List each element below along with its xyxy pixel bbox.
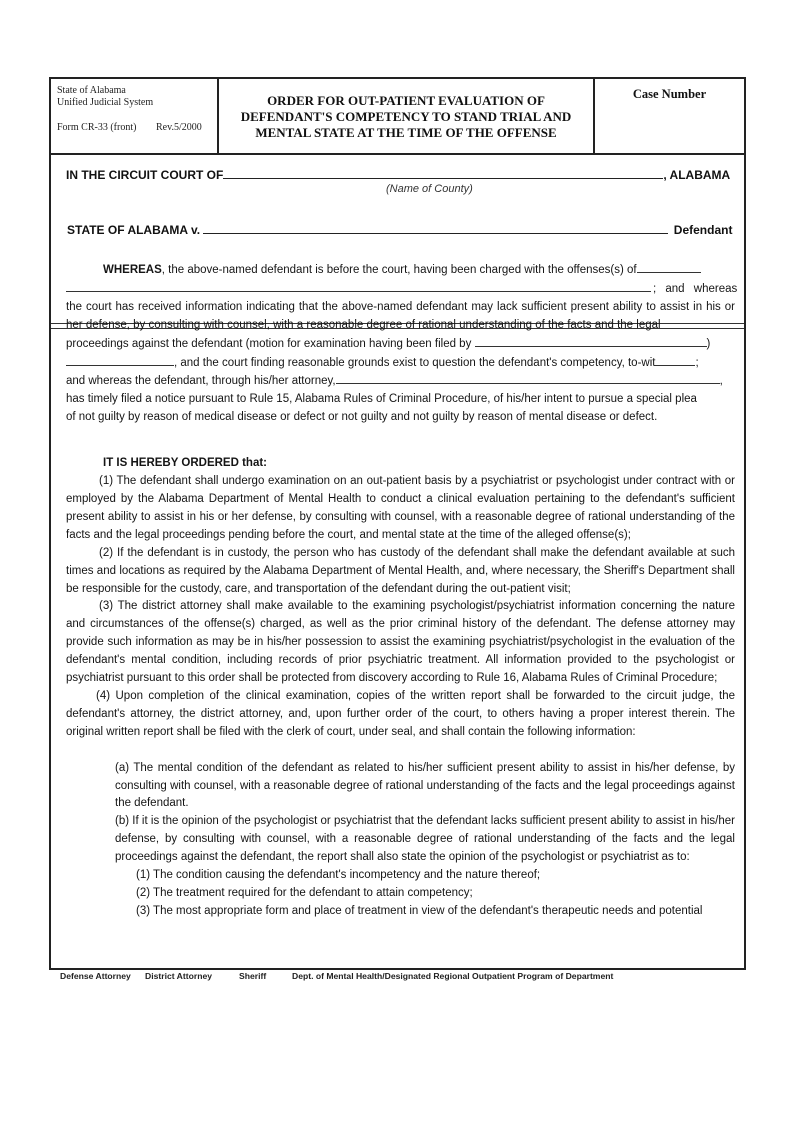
offenses-input-1[interactable]: [637, 261, 701, 273]
county-input[interactable]: [223, 178, 663, 179]
motion-filed-by-input-2[interactable]: [66, 354, 174, 366]
order-heading: IT IS HEREBY ORDERED that:: [103, 457, 267, 470]
order-item-2: (2) If the defendant is in custody, the person who has custody of the defendant shall make the defendant available at such times and locations as required by the Alabama Department of Mental Health, and, where necessary, the Sheriff's Department shall be responsible for the custody, care, and transportation of the defendant during the out-patient visit;: [66, 546, 735, 595]
recipient-defense-attorney: Defense Attorney: [60, 971, 131, 981]
recipient-mental-health: Dept. of Mental Health/Designated Regional Outpatient Program of Department: [292, 971, 614, 981]
case-number-field[interactable]: [595, 79, 744, 153]
form-revision: Rev.5/2000: [156, 122, 202, 133]
form-frame: [49, 77, 746, 970]
sub-item-a: (a) The mental condition of the defendant as related to his/her sufficient present ability to assist in his/her defense, by consulting with counsel, with a reasonable degree of rational understanding of the facts and the legal proceedings against the defendant.: [115, 761, 735, 810]
case-caption: [51, 155, 744, 249]
title-line-1: ORDER FOR OUT-PATIENT EVALUATION OF: [267, 93, 545, 108]
sub-sub-item-1: (1) The condition causing the defendant's incompetency and the nature thereof;: [136, 869, 541, 882]
state-prefix: STATE OF ALABAMA v.: [67, 223, 201, 237]
to-wit-input[interactable]: [655, 354, 695, 366]
agency-state: State of Alabama: [57, 85, 126, 96]
whereas-line-1: WHEREAS, the above-named defendant is before the court, having been charged with the offenses(s) of: [66, 261, 735, 280]
case-number-label: Case Number: [632, 87, 707, 101]
sub-sub-item-3: (3) The most appropriate form and place of treatment in view of the defendant's therapeutic needs and potential: [136, 904, 703, 917]
form-id: Form CR-33 (front): [57, 122, 137, 133]
order-item-3: (3) The district attorney shall make available to the examining psychologist/psychiatrist information concerning the nature and circumstances of the offense(s) charged, as well as the prior criminal history of the defendant. The defense attorney may provide such information as may be in his/her possession to assist the examining psychiatrist/psychologist in the evaluation of the defendant's mental condition, including records of prior psychiatric treatment. All information provided to the psychologist or psychiatrist pursuant to this order shall be protected from discovery according to Rule 16, Alabama Rules of Criminal Procedure;: [66, 600, 735, 685]
offenses-input-2[interactable]: [66, 280, 651, 292]
order-item-1: (1) The defendant shall undergo examination on an out-patient basis by a psychiatrist or psychologist under contract with or employed by the Alabama Department of Mental Health to conduct a clinical evaluation pertaining to the defendant's sufficient present ability to assist in his or her defense, by consulting with counsel, with a reasonable degree of rational understanding of the facts and the legal proceedings pending before the court, and mental state at the time of the alleged offense(s);: [66, 475, 735, 541]
attorney-input[interactable]: [336, 372, 720, 384]
county-hint: (Name of County): [386, 183, 473, 195]
whereas-line-2: ; and whereas: [66, 280, 735, 299]
form-header: [51, 79, 744, 155]
sub-item-b: (b) If it is the opinion of the psychologist or psychiatrist that the defendant lacks sufficient present ability to assist in his/her defense, by consulting with counsel, with a reasonable degree of rational understanding of the facts and the legal proceedings against the defendant, the report shall also state the opinion of the psychologist or psychiatrist as to:: [115, 815, 735, 864]
whereas-body: the court has received information indicating that the above-named defendant may lack sufficient present ability to assist in his or her defense, by consulting with counsel, with a reasonable degree of rational understanding of the facts and the legal: [66, 300, 735, 331]
court-suffix: , ALABAMA: [663, 168, 731, 182]
recipient-sheriff: Sheriff: [239, 971, 267, 981]
whereas-lead: WHEREAS: [103, 264, 162, 276]
title-line-3: MENTAL STATE AT THE TIME OF THE OFFENSE: [255, 125, 557, 140]
court-line: [66, 168, 730, 182]
title-line-2: DEFENDANT'S COMPETENCY TO STAND TRIAL AND: [240, 109, 572, 124]
whereas-line-9: of not guilty by reason of medical disease or defect or not guilty and not guilty by reason of mental disease or defect.: [66, 411, 658, 424]
order-item-4: (4) Upon completion of the clinical examination, copies of the written report shall be forwarded to the circuit judge, the defendant's attorney, the district attorney, and, upon further order of the court, to others having a proper interest therein. The original written report shall be filed with the clerk of court, under seal, and shall contain the following information:: [66, 689, 735, 738]
defendant-label: Defendant: [673, 223, 733, 237]
whereas-line-5: proceedings against the defendant (motion for examination having been filed by ): [66, 335, 735, 354]
order-body: [66, 261, 738, 921]
sub-sub-item-2: (2) The treatment required for the defendant to attain competency;: [136, 887, 473, 899]
whereas-line-6: , and the court finding reasonable grounds exist to question the defendant's competency, to-wit ;: [66, 354, 735, 373]
motion-filed-by-input[interactable]: [475, 335, 707, 347]
whereas-line-7: and whereas the defendant, through his/her attorney, ,: [66, 372, 735, 391]
agency-system: Unified Judicial System: [57, 97, 154, 108]
recipient-district-attorney: District Attorney: [145, 971, 213, 981]
court-prefix: IN THE CIRCUIT COURT OF: [66, 168, 224, 182]
defendant-input[interactable]: [203, 233, 668, 234]
state-line: [67, 223, 732, 237]
form-title: [219, 79, 595, 153]
agency-block: [51, 79, 219, 153]
whereas-line-8: has timely filed a notice pursuant to Rule 15, Alabama Rules of Criminal Procedure, of his/her intent to pursue a special plea: [66, 393, 697, 406]
